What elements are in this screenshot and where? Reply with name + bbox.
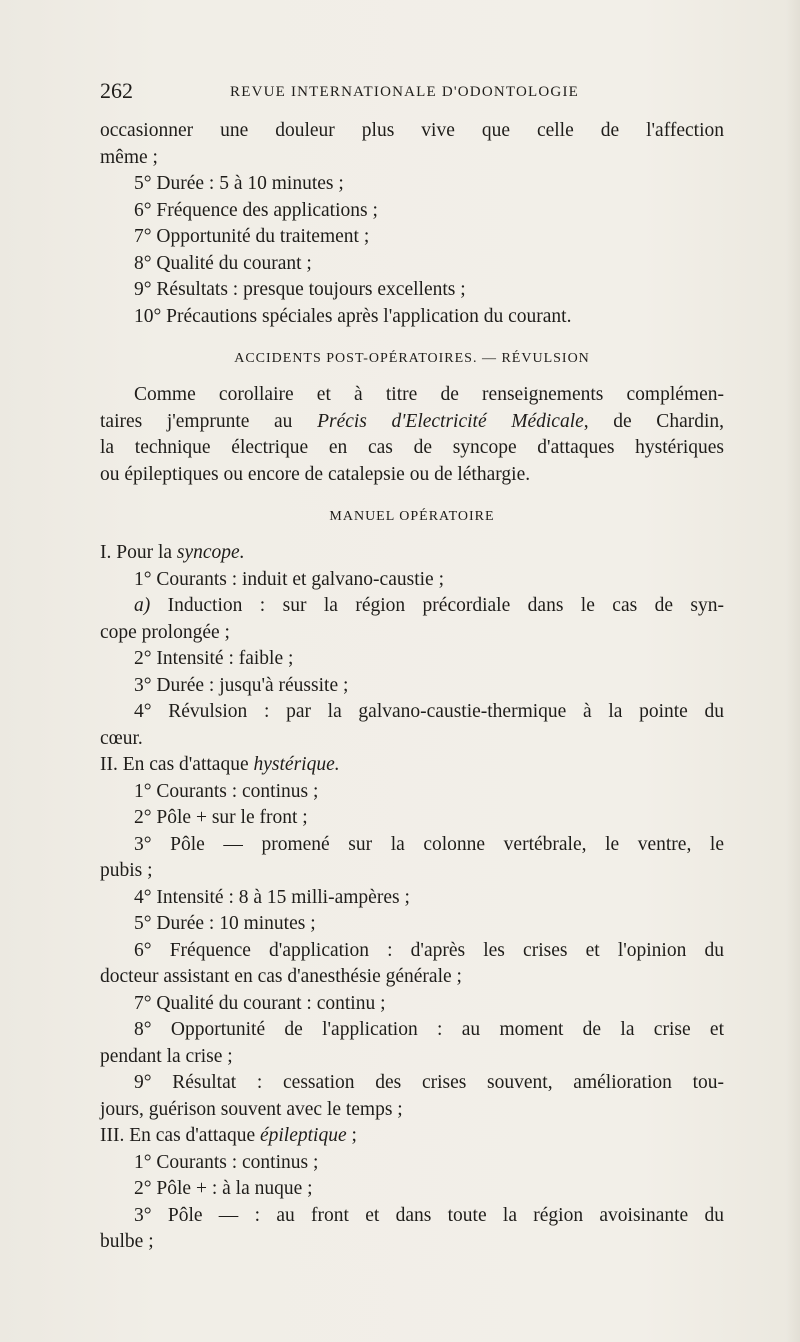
text-line: cœur.: [100, 727, 143, 749]
emphasis: a): [134, 595, 151, 616]
emphasis: syncope.: [176, 542, 245, 563]
list-item: 8° Opportunité de l'application : au moment de la crise et: [134, 1019, 724, 1040]
list-item: 2° Pôle + : à la nuque ;: [134, 1178, 313, 1199]
page-number: 262: [100, 78, 133, 103]
paragraph-line: ou épileptiques ou encore de catalepsie ou de léthargie.: [100, 463, 531, 485]
subsection-title: [100, 1123, 724, 1150]
book-title: Précis d'Electricité Médicale: [317, 410, 584, 432]
text-span: taires j'emprunte au: [100, 410, 318, 432]
text-line: cope prolongée ;: [100, 621, 230, 643]
page-edge-shadow: [786, 0, 800, 1342]
paragraph-line: Comme corollaire et à titre de renseignements complémen-: [134, 384, 724, 405]
list-item: [100, 593, 724, 620]
subsection-title: [100, 540, 724, 567]
list-item: 5° Durée : 5 à 10 minutes ;: [134, 173, 344, 194]
text-span: ;: [346, 1125, 357, 1146]
list-item: 3° Pôle — promené sur la colonne vertébrale, le ventre, le: [134, 833, 724, 855]
list-item: 6° Fréquence d'application : d'après les crises et l'opinion du: [134, 939, 724, 961]
section-heading: ACCIDENTS POST-OPÉRATOIRES. — RÉVULSION: [234, 351, 590, 366]
text-span: I. Pour la: [100, 542, 177, 563]
list-item: 1° Courants : continus ;: [134, 1151, 319, 1173]
list-item: 9° Résultats : presque toujours excellents ;: [134, 279, 466, 300]
list-item: 2° Intensité : faible ;: [134, 648, 294, 669]
text-span: , de Chardin,: [583, 410, 725, 432]
paragraph-line: [100, 409, 724, 436]
text-line: même ;: [100, 146, 158, 168]
text-line: docteur assistant en cas d'anesthésie générale ;: [100, 966, 462, 987]
emphasis: hystérique.: [253, 754, 340, 775]
list-item: 4° Intensité : 8 à 15 milli-ampères ;: [134, 886, 410, 908]
text-line: pendant la crise ;: [100, 1045, 233, 1067]
page-header: [100, 78, 720, 108]
text-span: II. En cas d'attaque: [100, 754, 254, 775]
paragraph-line: la technique électrique en cas de syncope d'attaques hystériques: [100, 437, 724, 458]
text-line: bulbe ;: [100, 1231, 154, 1252]
list-item: 3° Pôle — : au front et dans toute la région avoisinante du: [134, 1204, 724, 1226]
text-line: jours, guérison souvent avec le temps ;: [100, 1098, 403, 1120]
list-item: 9° Résultat : cessation des crises souvent, amélioration tou-: [134, 1072, 724, 1093]
list-item: 7° Qualité du courant : continu ;: [134, 992, 386, 1014]
running-title: REVUE INTERNATIONALE D'ODONTOLOGIE: [230, 84, 580, 100]
list-item: 7° Opportunité du traitement ;: [134, 226, 370, 247]
list-item: 8° Qualité du courant ;: [134, 252, 312, 274]
text-line: pubis ;: [100, 860, 153, 881]
text-span: Induction : sur la région précordiale dans le cas de syn-: [150, 595, 724, 616]
subsection-title: [100, 752, 724, 779]
list-item: 6° Fréquence des applications ;: [134, 199, 378, 221]
list-item: 3° Durée : jusqu'à réussite ;: [134, 674, 349, 696]
list-item: 10° Précautions spéciales après l'application du courant.: [134, 305, 572, 327]
text-span: III. En cas d'attaque: [100, 1125, 260, 1146]
body-text: [100, 118, 724, 1256]
section-heading: MANUEL OPÉRATOIRE: [329, 509, 495, 524]
list-item: 2° Pôle + sur le front ;: [134, 807, 308, 828]
text-line: occasionner une douleur plus vive que celle de l'affection: [100, 120, 724, 141]
list-item: 4° Révulsion : par la galvano-caustie-thermique à la pointe du: [134, 701, 724, 722]
emphasis: épileptique: [259, 1125, 347, 1146]
list-item: 1° Courants : induit et galvano-caustie ;: [134, 568, 444, 590]
list-item: 1° Courants : continus ;: [134, 780, 319, 802]
list-item: 5° Durée : 10 minutes ;: [134, 913, 316, 934]
